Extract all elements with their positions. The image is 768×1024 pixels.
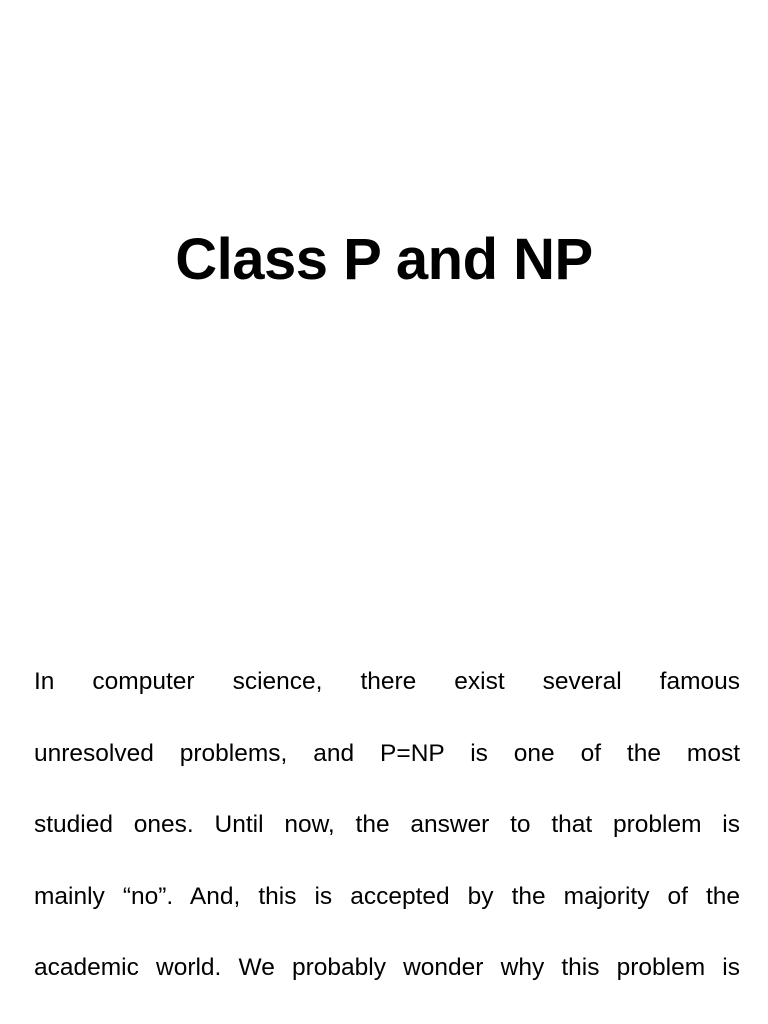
paragraph-line: In computer science, there exist several famous <box>34 668 740 695</box>
page-title: Class P and NP <box>175 227 593 292</box>
paragraph-line: unresolved problems, and P=NP is one of the most <box>34 739 740 767</box>
paragraph-line: academic world. We probably wonder why this problem is <box>34 954 740 981</box>
paragraph-line: mainly “no”. And, this is accepted by the majority of the <box>34 882 740 910</box>
paragraph-line: studied ones. Until now, the answer to that problem is <box>34 811 740 838</box>
body-paragraph <box>34 646 740 1004</box>
